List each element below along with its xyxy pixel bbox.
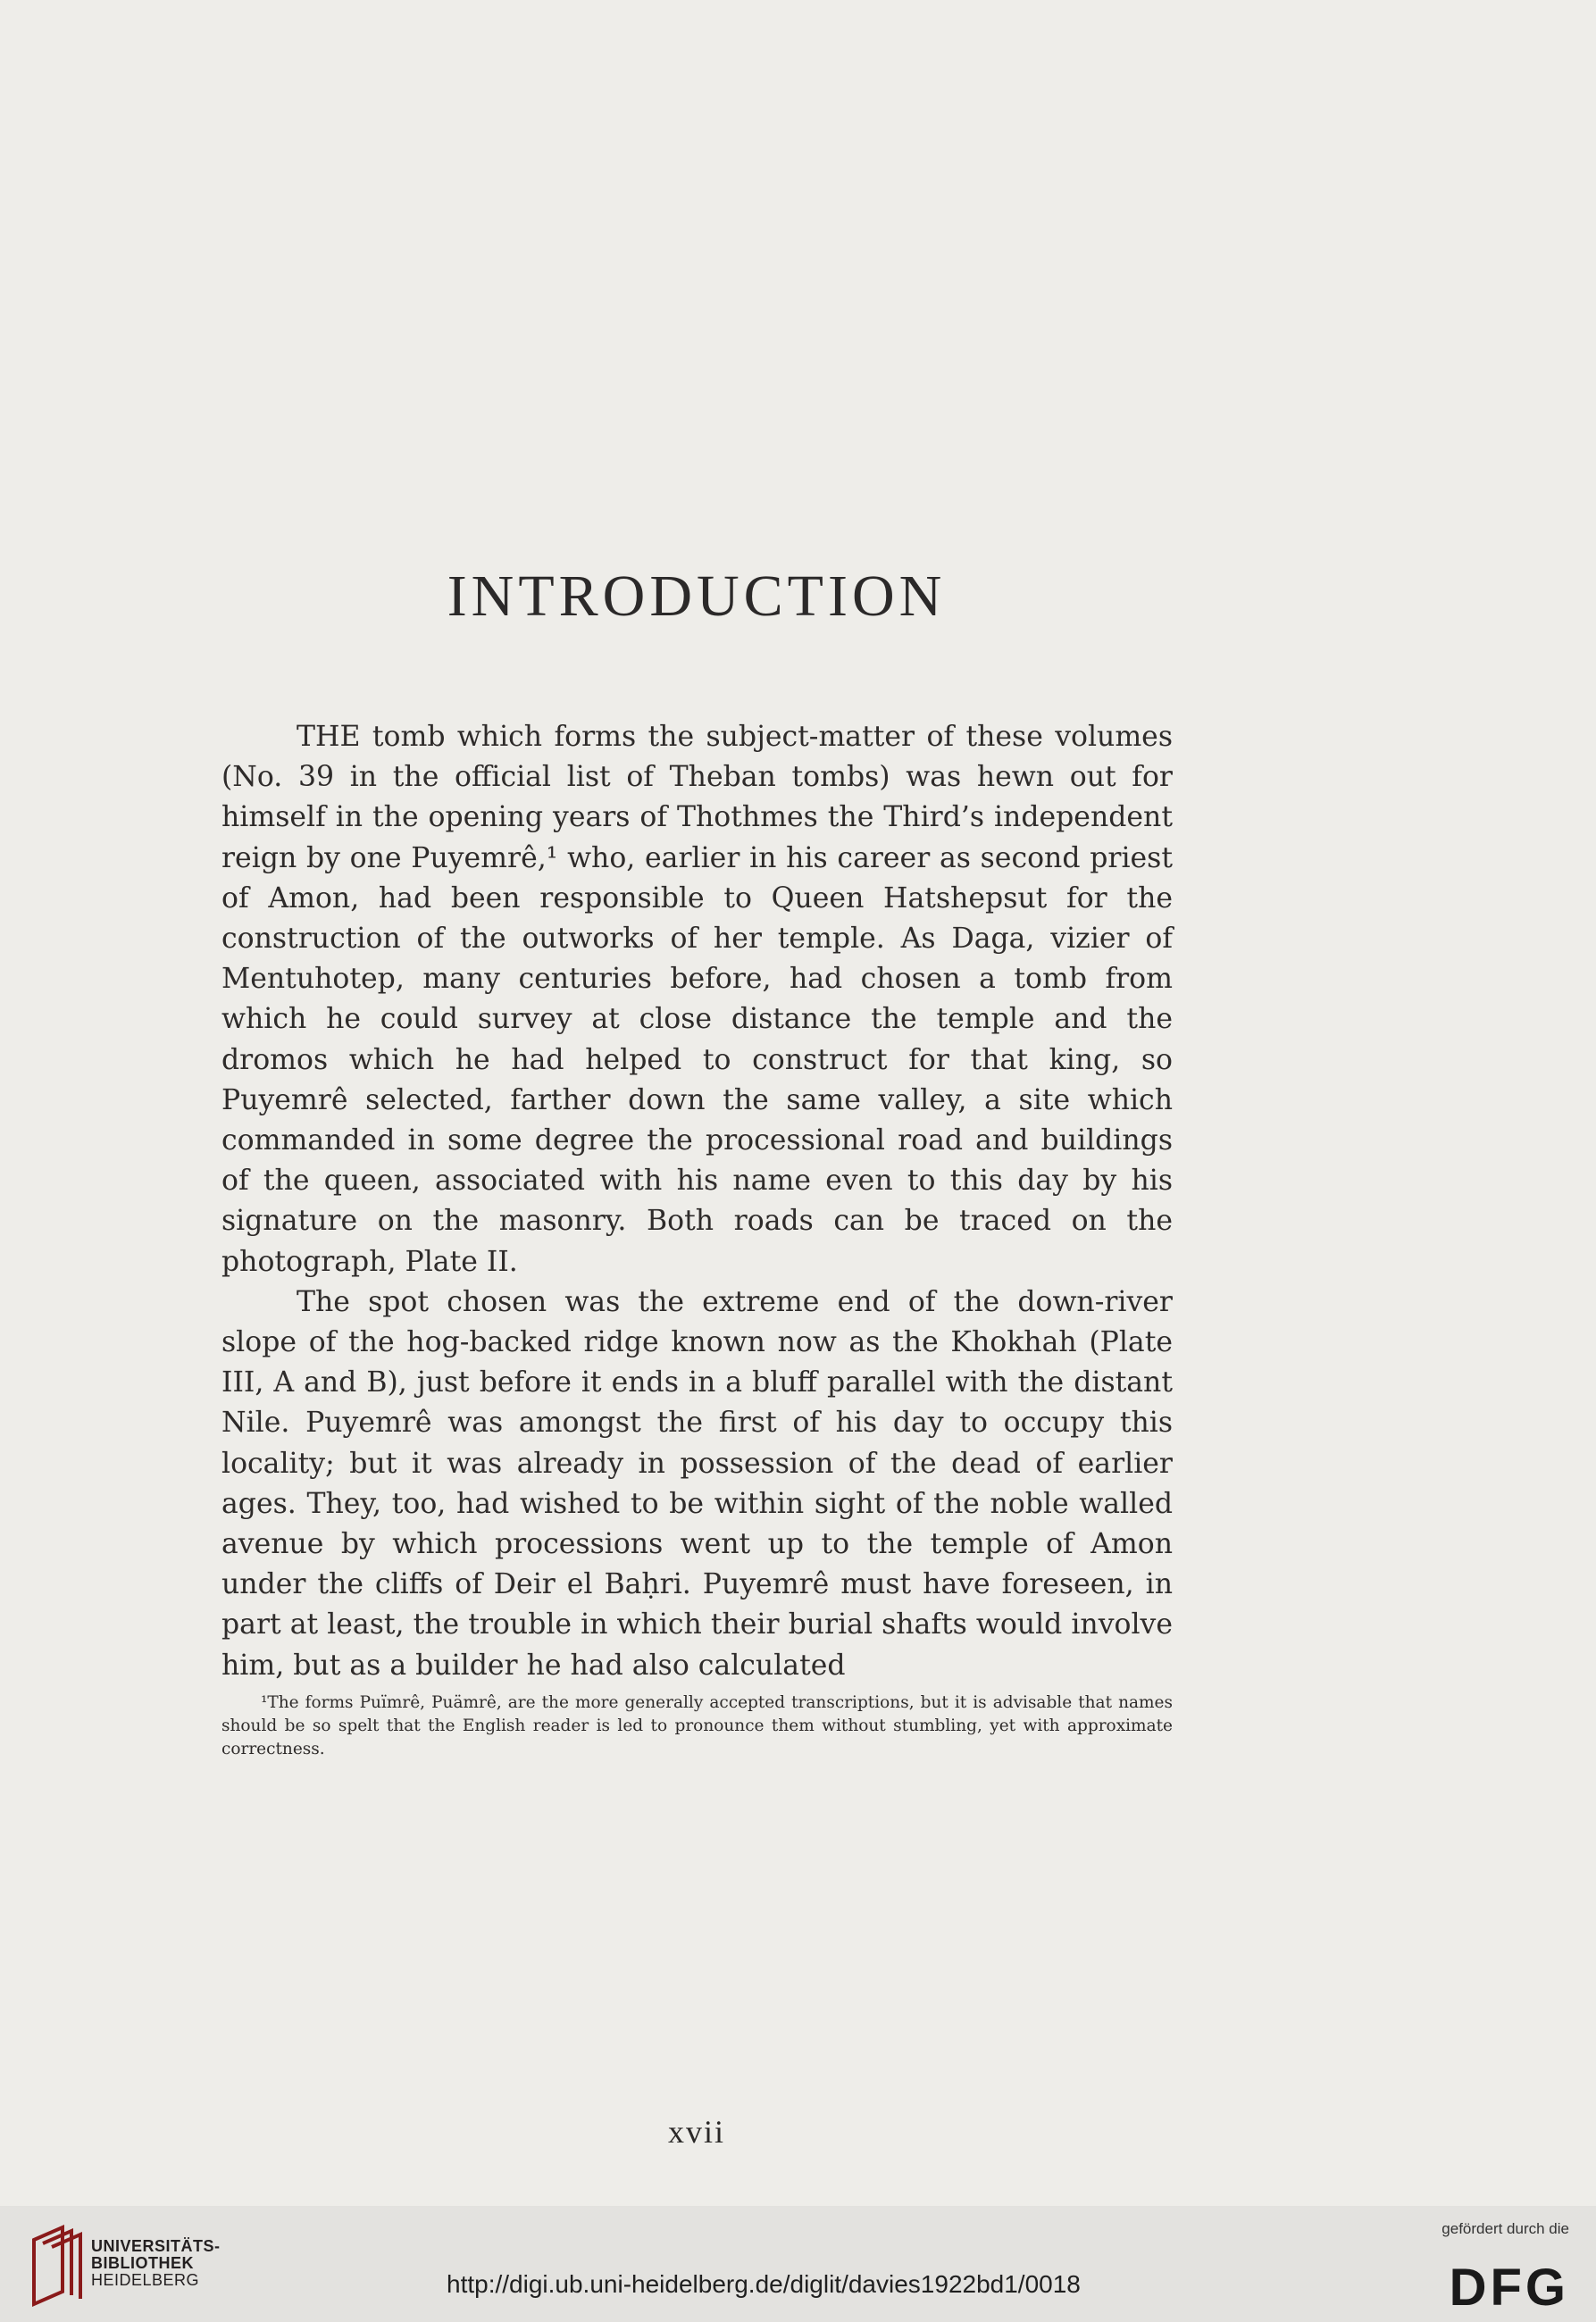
library-logo-icon (27, 2222, 86, 2309)
funding-note: gefördert durch die (1441, 2220, 1569, 2237)
page-number: xvii (667, 2114, 725, 2150)
library-name-line1: UNIVERSITÄTS- (91, 2237, 221, 2255)
paragraph-1: THE tomb which forms the subject-matter of these volumes (No. 39 in the official list of Theban tombs) was hewn out for himself in the opening years of Thothmes the Third’s independent reign by one Puyemrê,¹ who, earlier in his career as second priest of Amon, had been responsible to Queen Hatshepsut for the construction of the outworks of her temple. As Daga, vizier of Mentuhotep, many centuries before, had chosen a tomb from which he could survey at close distance the temple and the dromos which he had helped to construct for that king, so Puyemrê selected, farther down the same valley, a site which commanded in some degree the processional road and buildings of the queen, associated with his name even to this day by his signature on the masonry. Both roads can be traced on the photograph, Plate II. (221, 721, 1173, 1278)
library-name (91, 2238, 221, 2289)
library-name-line2: BIBLIOTHEK (91, 2254, 194, 2272)
paragraph-2: The spot chosen was the extreme end of the down-river slope of the hog-backed ridge known now as the Khokhah (Plate III, A and B), just before it ends in a bluff parallel with the distant Nile. Puyemrê was amongst the first of his day to occupy this locality; but it was already in possession of the dead of earlier ages. They, too, had wished to be within sight of the noble walled avenue by which processions went up to the temple of Amon under the cliffs of Deir el Baḥri. Puyemrê must have foreseen, in part at least, the trouble in which their burial shafts would involve him, but as a builder he had also calculated (221, 1285, 1173, 1682)
footnote (221, 1691, 1173, 1761)
footnote-text: ¹The forms Puïmrê, Puämrê, are the more generally accepted transcriptions, but it is advisable that names should be so spelt that the English reader is led to pronounce them without stumbling, yet with approximate correctness. (221, 1692, 1173, 1758)
dfg-logo: DFG (1449, 2259, 1569, 2317)
footer-bar (0, 2206, 1596, 2322)
library-name-line3: HEIDELBERG (91, 2271, 200, 2289)
source-url-link[interactable]: http://digi.ub.uni-heidelberg.de/diglit/davies1922bd1/0018 (447, 2270, 1081, 2298)
body-text (221, 717, 1173, 1761)
page-title: INTRODUCTION (447, 564, 947, 629)
